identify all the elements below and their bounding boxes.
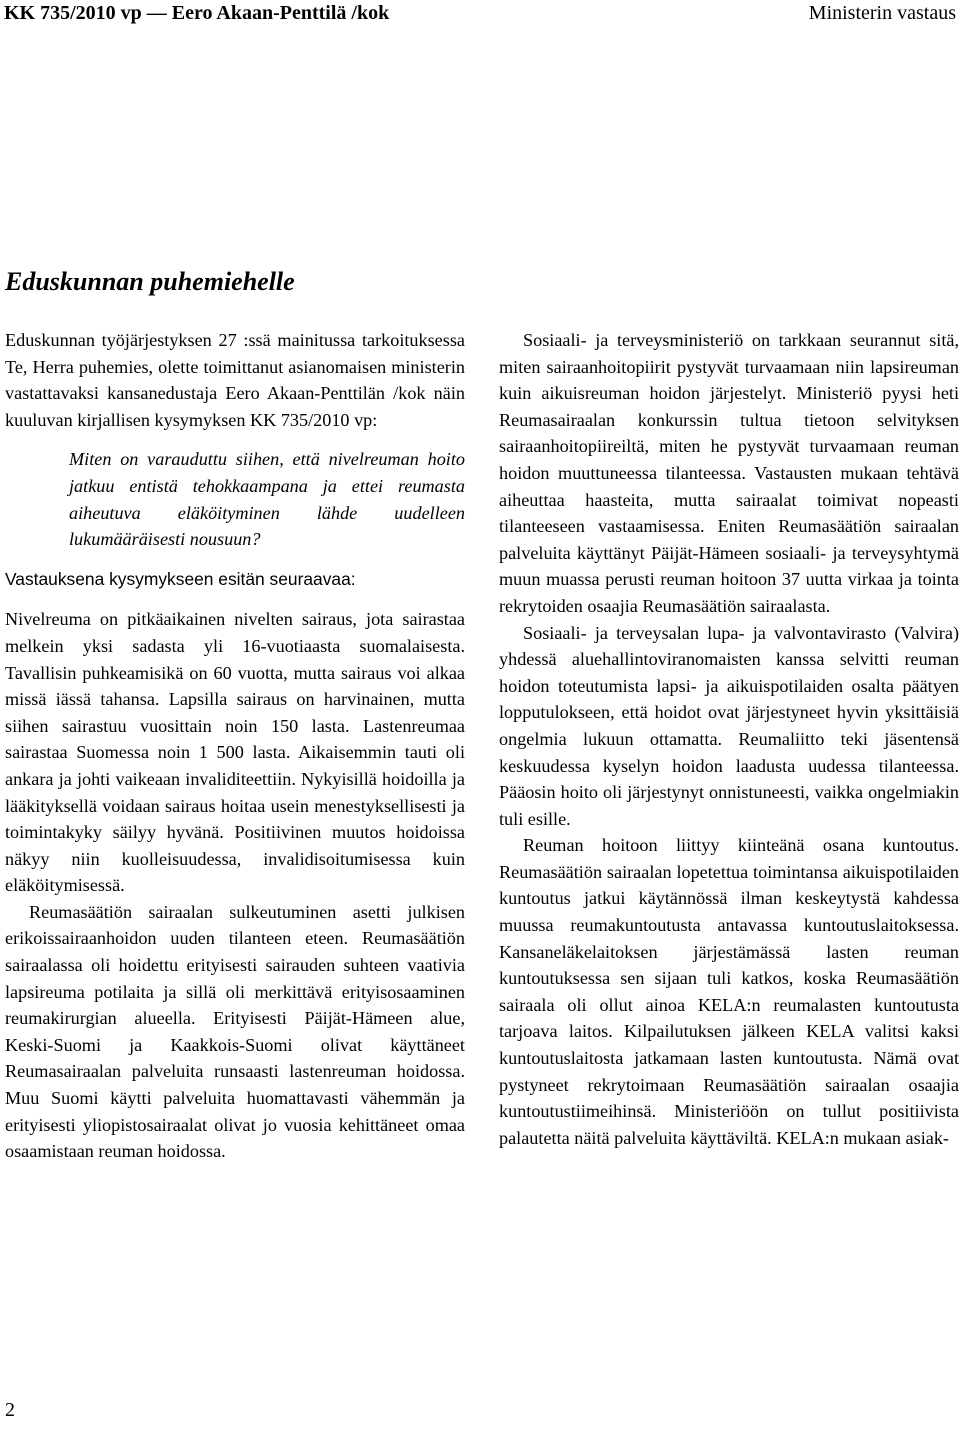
body-paragraph: Sosiaali- ja terveysalan lupa- ja valvontavirasto (Valvira) yhdessä aluehallintoviranomaisten kanssa selvitti reuman hoidon toteutumista lapsi- ja aikuispotilaiden osalta päätyen lopputulokseen, että hoidot ovat järjestyneet hyvin yksittäisiä ongelmia lukuun ottamatta. Reumaliitto teki jäsentensä keskuudessa kyselyn hoidon laadusta uudessa tilanteessa. Pääosin hoito oli järjestynyt onnistuneesti, vaikka ongelmiakin tuli esille. xyxy=(499,622,959,829)
body-paragraph: Sosiaali- ja terveysministeriö on tarkkaan seurannut sitä, miten sairaanhoitopiirit pystyvät turvaamaan niin lapsireuman kuin aikuisreuman hoidon järjestelyt. Ministeriö pyysi heti Reumasairaalan konkurssin tultua tietoon selvityksen sairaanhoitopiireiltä, miten he pystyvät turvaamaan reuman hoidon muuttuneessa tilanteessa. Vastausten mukaan tehtävä aiheuttaa haasteita, mutta sairaalat toimivat nopeasti tilanteeseen vastaamisessa. Eniten Reumasäätiön sairaalan palveluita käyttänyt Päijät-Hämeen sosiaali- ja terveysyhtymä muun muassa perusti reuman hoitoon 37 uutta virkaa ja tointa rekrytoiden osaajia Reumasäätiön sairaalasta. xyxy=(499,330,959,616)
body-paragraph: Reuman hoitoon liittyy kiinteänä osana kuntoutus. Reumasäätiön sairaalan lopetettua toimintansa aikuispotilaiden kuntoutus jatkui käytännössä ilman keskeytystä kahdessa muussa reumakuntoutusta antavassa kuntoutuslaitoksessa. Kansaneläkelaitoksen järjestämässä lasten reuman kuntoutuksessa sen sijaan tuli katkos, koska Reumasäätiön sairaala oli ollut ainoa KELA:n reumalasten kuntoutusta tarjoava laitos. Kilpailutuksen jälkeen KELA valitsi kaksi kuntoutuslaitosta jatkamaan lasten kuntoutusta. Nämä ovat pystyneet rekrytoimaan Reumasäätiön sairaalan osaajia kuntoutustiimeihinsä. Ministeriöön on tullut positiivista palautetta näitä palveluita käyttäviltä. KELA:n mukaan asiak- xyxy=(499,835,959,1148)
intro-paragraph: Eduskunnan työjärjestyksen 27 :ssä mainitussa tarkoituksessa Te, Herra puhemies, olette toimittanut asianomaisen ministerin vastattavaksi kansanedustaja Eero Akaan-Penttilän /kok näin kuuluvan kirjallisen kysymyksen KK 735/2010 vp: xyxy=(5,330,465,430)
document-type: Ministerin vastaus xyxy=(808,2,956,24)
document-reference: KK 735/2010 vp — Eero Akaan-Penttilä /kok xyxy=(4,2,390,24)
answer-lead: Vastauksena kysymykseen esitän seuraavaa: xyxy=(5,568,356,589)
body-paragraph: Nivelreuma on pitkäaikainen nivelten sairaus, jota sairastaa melkein yksi sadasta yli 16-vuotiaasta suomalaisesta. Tavallisin puhkeamisikä on 60 vuotta, mutta sairaus voi alkaa missä iässä tahansa. Lapsilla sairaus on harvinainen, mutta siihen sairastuu vuosittain noin 150 lasta. Lastenreumaa sairastaa Suomessa noin 1 500 lasta. Aikaisemmin tauti oli ankara ja johti vaikeaan invaliditeettiin. Nykyisillä hoidoilla ja lääkityksellä voidaan sairaus hoitaa usein menestyksellisesti ja toimintakyky säilyy hyvänä. Positiivinen muutos hoidoissa näkyy niin kuolleisuudessa, invalidisoitumisessa kuin eläköitymisessä. xyxy=(5,609,465,896)
right-column xyxy=(499,327,959,1151)
question-text: Miten on varauduttu siihen, että nivelreuman hoito jatkuu entistä tehokkaampana ja ettei reumasta aiheutuva eläköityminen lähde uudelleen lukumääräisesti nousuun? xyxy=(69,449,465,550)
left-column xyxy=(5,327,465,1165)
page-header xyxy=(4,0,956,26)
page-number: 2 xyxy=(5,1399,15,1421)
body-paragraph: Reumasäätiön sairaalan sulkeutuminen asetti julkisen erikoissairaanhoidon uuden tilanteen eteen. Reumasäätiön sairaalassa oli hoidettu erityisesti sairauden suhteen vaativia lapsireuma potilaita ja sillä oli merkittävä erityisosaaminen reumakirurgian alueella. Erityisesti Päijät-Hämeen alue, Keski-Suomi ja Kaakkois-Suomi olivat käyttäneet Reumasairaalan palveluita runsaasti lastenreuman hoidossa. Muu Suomi käytti palveluita huomattavasti vähemmän ja erityisesti yliopistosairaalat olivat jo vuosia kehittäneet omaa osaamistaan reuman hoidossa. xyxy=(5,901,465,1162)
addressee-heading: Eduskunnan puhemiehelle xyxy=(5,267,295,296)
